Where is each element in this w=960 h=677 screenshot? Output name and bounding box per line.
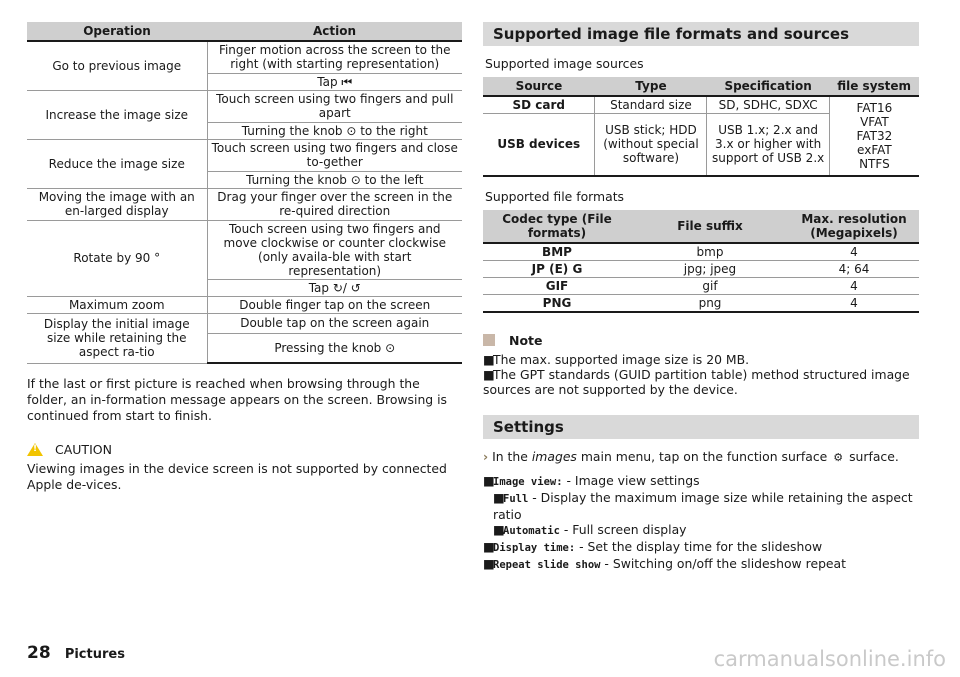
sources-header: file system xyxy=(829,77,919,96)
formats-label: Supported file formats xyxy=(485,188,625,204)
settings-subitem: ■Automatic - Full screen display xyxy=(493,521,687,537)
settings-subitem: ■Full - Display the maximum image size while retaining the aspect ratio xyxy=(493,489,913,522)
watermark: carmanualsonline.info xyxy=(713,647,946,671)
source-cell: USB devices xyxy=(483,114,595,176)
caution-heading xyxy=(27,442,462,457)
op-increase-size: Increase the image size xyxy=(27,90,207,139)
op-go-previous: Go to previous image xyxy=(27,41,207,90)
op-rotate: Rotate by 90 ° xyxy=(27,220,207,296)
formats-table xyxy=(483,210,919,313)
suffix-cell: png xyxy=(631,294,789,312)
action-text: Drag your finger over the screen in the re-quired direction xyxy=(207,188,462,220)
codec-cell: JP (E) G xyxy=(483,260,631,277)
settings-section-title: Settings xyxy=(483,415,919,439)
note-title: Note xyxy=(509,332,543,348)
footer-section: Pictures xyxy=(64,647,125,662)
sources-header: Source xyxy=(483,77,595,96)
right-column xyxy=(483,22,919,573)
note-heading xyxy=(483,333,919,348)
left-column xyxy=(27,22,462,493)
settings-item: ■Repeat slide show - Switching on/off the slideshow repeat xyxy=(483,555,847,571)
type-cell: USB stick; HDD (without special software) xyxy=(595,114,707,176)
page-number: 28 xyxy=(27,643,51,663)
settings-list xyxy=(483,473,919,573)
action-text: Double tap on the screen again xyxy=(207,313,462,333)
caution-text: Viewing images in the device screen is not supported by connected Apple de-vices. xyxy=(27,461,447,492)
settings-item: ■Display time: - Set the display time for the slideshow xyxy=(483,538,823,554)
note-item: ■The GPT standards (GUID partition table) method structured image sources are not supported by the device. xyxy=(483,366,910,397)
formats-header: Max. resolution (Megapixels) xyxy=(789,210,919,243)
op-reduce-size: Reduce the image size xyxy=(27,139,207,188)
action-text: Touch screen using two fingers and close to-gether xyxy=(207,139,462,171)
spec-cell: USB 1.x; 2.x and 3.x or higher with support of USB 2.x xyxy=(707,114,829,176)
formats-section-title: Supported image file formats and sources xyxy=(483,22,919,46)
formats-header: File suffix xyxy=(631,210,789,243)
note-list xyxy=(483,352,919,397)
action-text: Turning the knob ⊙ to the left xyxy=(207,171,462,188)
codec-cell: PNG xyxy=(483,294,631,312)
settings-item: ■Image view: - Image view settings xyxy=(483,472,700,488)
spec-cell: SD, SDHC, SDXC xyxy=(707,96,829,114)
browse-paragraph: If the last or first picture is reached when browsing through the folder, an in-formation message appears on the screen. Browsing is continued from start to finish. xyxy=(27,376,448,423)
resolution-cell: 4 xyxy=(789,294,919,312)
arrow-icon: › xyxy=(483,448,489,464)
resolution-cell: 4 xyxy=(789,277,919,294)
action-text: Finger motion across the screen to the right (with starting representation) xyxy=(207,41,462,73)
source-cell: SD card xyxy=(483,96,595,114)
op-initial-size: Display the initial image size while retaining the aspect ra-tio xyxy=(27,313,207,363)
file-systems: FAT16 VFAT FAT32 exFAT NTFS xyxy=(856,100,893,171)
suffix-cell: bmp xyxy=(631,243,789,261)
sources-table xyxy=(483,77,919,177)
op-maximum-zoom: Maximum zoom xyxy=(27,296,207,313)
ops-header-action: Action xyxy=(207,22,462,41)
action-text: Touch screen using two fingers and move clockwise or counter clockwise (only availa-ble with start representation) xyxy=(207,220,462,279)
resolution-cell: 4 xyxy=(789,243,919,261)
settings-intro: › In the images main menu, tap on the function surface ⚙ surface. xyxy=(483,448,899,464)
type-cell: Standard size xyxy=(595,96,707,114)
warning-icon: ! xyxy=(27,443,43,456)
codec-cell: BMP xyxy=(483,243,631,261)
gear-icon: ⚙ xyxy=(833,450,844,464)
op-move-image: Moving the image with an en-larged display xyxy=(27,188,207,220)
action-text: Double finger tap on the screen xyxy=(207,296,462,313)
codec-cell: GIF xyxy=(483,277,631,294)
note-item: ■The max. supported image size is 20 MB. xyxy=(483,351,750,367)
page-footer xyxy=(27,643,125,663)
sources-header: Specification xyxy=(707,77,829,96)
action-text: Pressing the knob ⊙ xyxy=(207,333,462,363)
action-text: Touch screen using two fingers and pull apart xyxy=(207,90,462,122)
file-systems-cell xyxy=(829,96,919,176)
suffix-cell: gif xyxy=(631,277,789,294)
caution-title: CAUTION xyxy=(55,442,112,457)
action-text: Tap ⏮ xyxy=(207,73,462,90)
suffix-cell: jpg; jpeg xyxy=(631,260,789,277)
sources-header: Type xyxy=(595,77,707,96)
info-icon xyxy=(483,334,495,346)
formats-header: Codec type (File formats) xyxy=(483,210,631,243)
sources-label: Supported image sources xyxy=(485,56,644,71)
resolution-cell: 4; 64 xyxy=(789,260,919,277)
operations-table xyxy=(27,22,462,364)
ops-header-operation: Operation xyxy=(27,22,207,41)
action-text: Turning the knob ⊙ to the right xyxy=(207,122,462,139)
action-text: Tap ↻/ ↺ xyxy=(207,279,462,296)
